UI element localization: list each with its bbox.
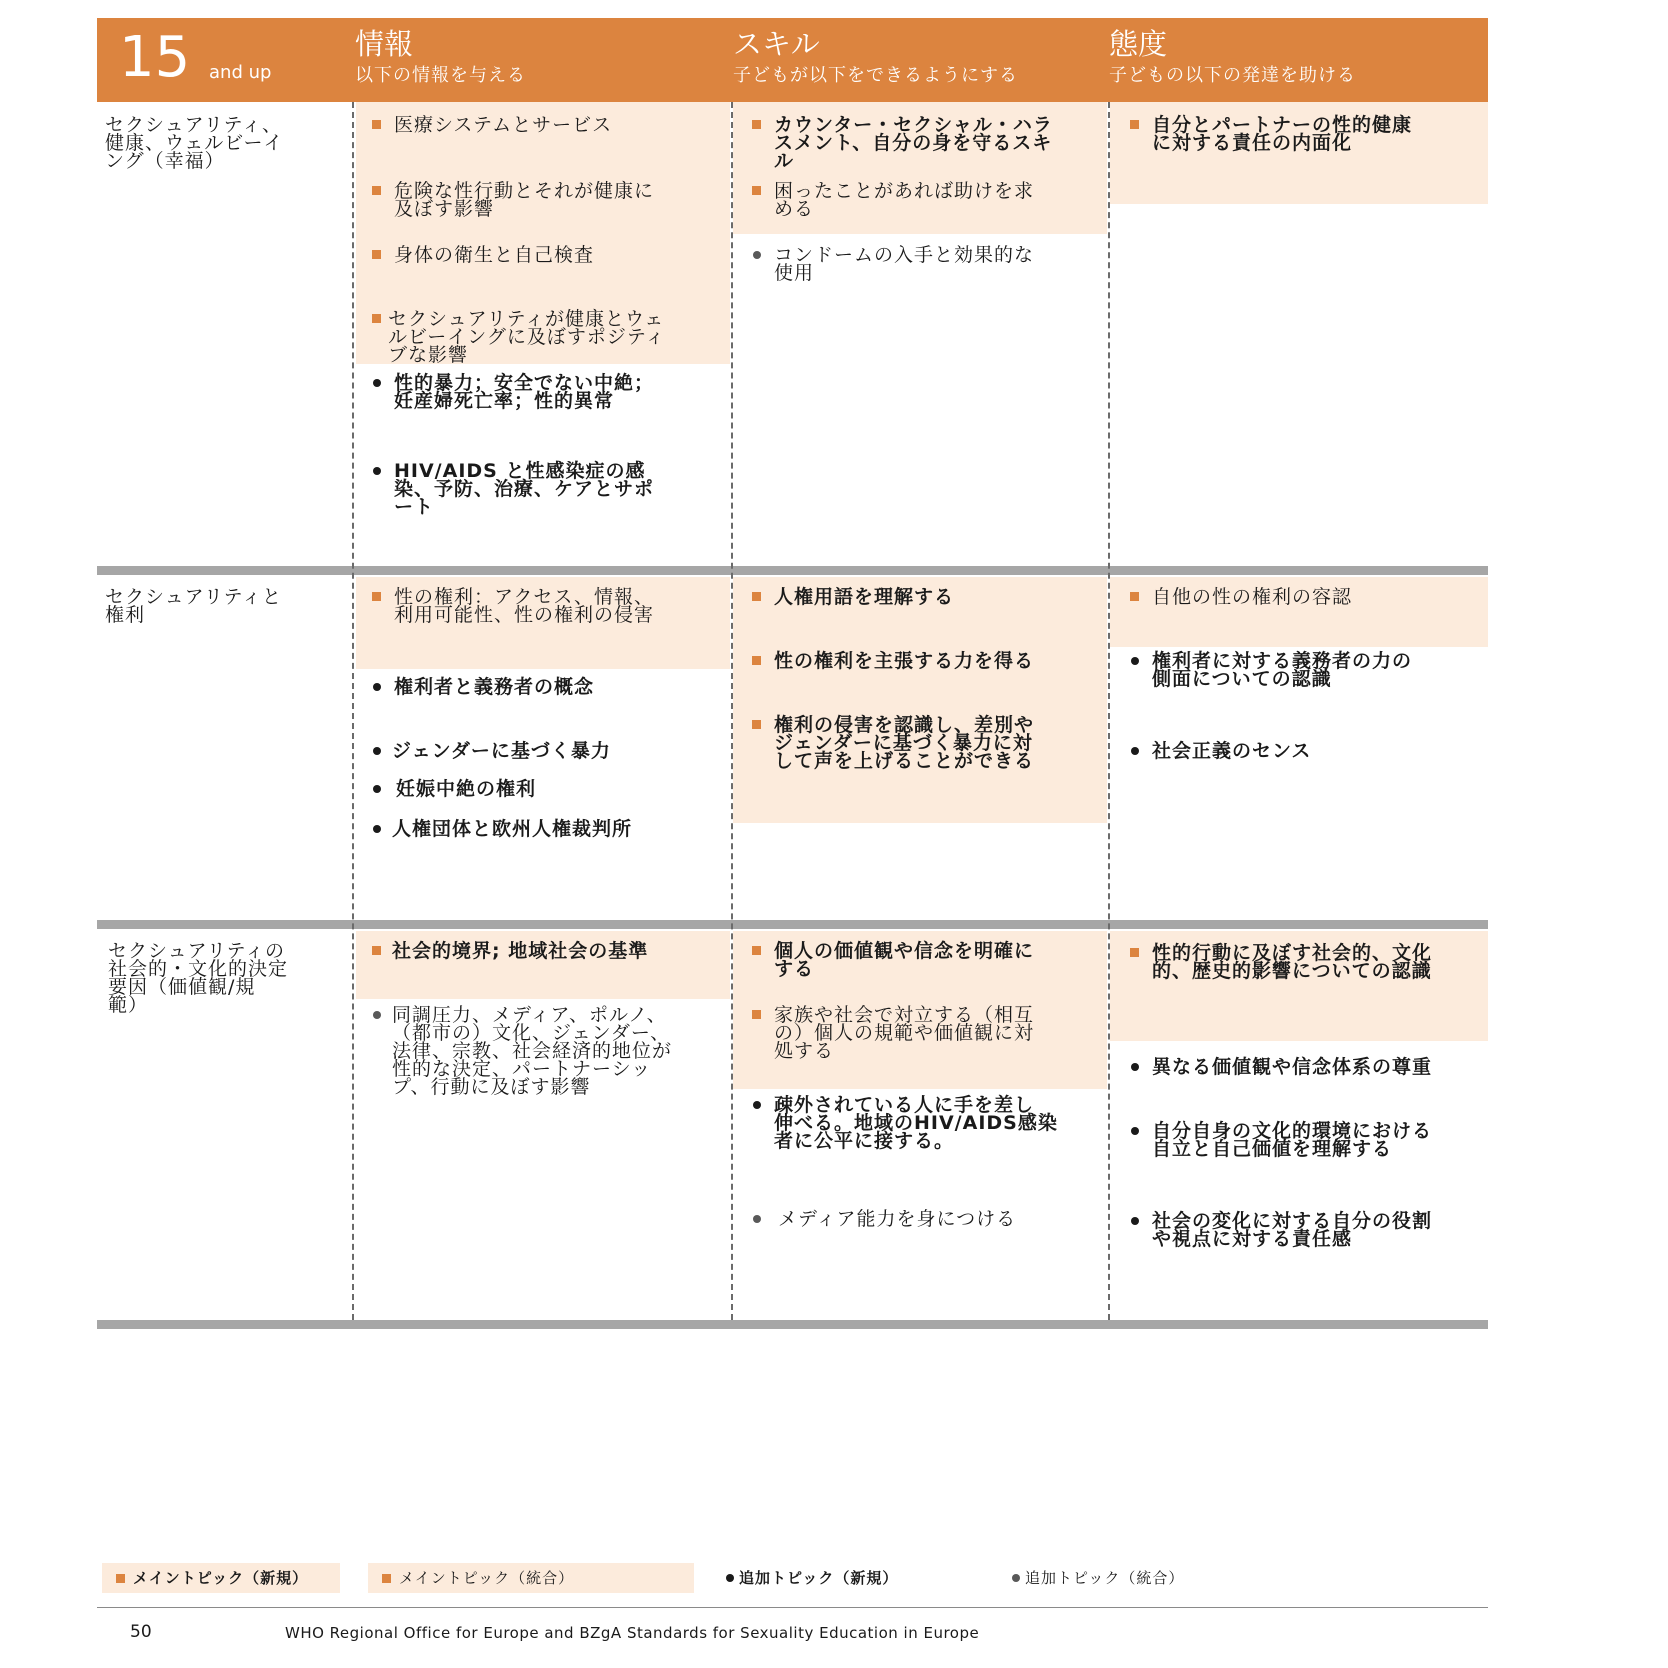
legend-dot-icon: [726, 1574, 734, 1582]
main-topic-new-marker: [372, 120, 381, 129]
item-text: ジェンダーに基づく暴力: [392, 740, 611, 762]
age-suffix: and up: [209, 62, 272, 83]
additional-topic-new-marker: [753, 1101, 761, 1109]
list-item: [1128, 1122, 1484, 1158]
additional-topic-new-marker: [1131, 747, 1139, 755]
row-label: セクシュアリティと 権利: [105, 586, 282, 626]
row-label: セクシュアリティ、 健康、ウェルビーイ ング（幸福）: [105, 114, 284, 172]
list-item: [370, 462, 722, 516]
list-item: [370, 820, 722, 838]
legend-label: メイントピック（統合）: [399, 1569, 575, 1587]
list-item: [750, 716, 1104, 770]
legend-label: 追加トピック（統合）: [1025, 1569, 1185, 1587]
age-number: 15: [119, 25, 191, 90]
list-item: [1128, 944, 1484, 980]
additional-topic-new-marker: [373, 785, 381, 793]
main-topic-new-marker: [1130, 120, 1139, 129]
header-column-attitudes: [1109, 28, 1356, 88]
legend-label: メイントピック（新規）: [133, 1569, 309, 1587]
additional-topic-new-marker: [373, 683, 381, 691]
item-text: 疎外されている人に手を差し 伸べる。地域のHIV/AIDS感染 者に公平に接する。: [774, 1094, 1058, 1152]
item-text: 性の権利を主張する力を得る: [774, 650, 1035, 672]
main-topic-integrated-marker: [372, 592, 381, 601]
main-topic-new-marker: [752, 720, 761, 729]
row-divider: [97, 920, 1488, 929]
list-item: [370, 942, 722, 960]
item-text: 自他の性の権利の容認: [1152, 586, 1353, 608]
footer-title: WHO Regional Office for Europe and BZgA Standards for Sexuality Education in Europe: [285, 1624, 980, 1642]
item-text: 自分とパートナーの性的健康 に対する責任の内面化: [1152, 114, 1413, 154]
item-text: 家族や社会で対立する（相互 の）個人の規範や価値観に対 処する: [774, 1004, 1035, 1062]
header-column-skills: [733, 28, 1018, 88]
main-topic-new-marker: [372, 314, 381, 323]
item-text: 妊娠中絶の権利: [396, 778, 537, 800]
list-item: [1128, 588, 1484, 606]
item-text: 異なる価値観や信念体系の尊重: [1152, 1056, 1433, 1078]
list-item: [370, 116, 722, 134]
main-topic-new-marker: [752, 592, 761, 601]
item-text: 性の権利：アクセス、情報、 利用可能性、性の権利の侵害: [394, 586, 655, 626]
main-topic-shade: [733, 577, 1107, 823]
additional-topic-new-marker: [373, 747, 381, 755]
item-text: セクシュアリティが健康とウェ ルビーイングに及ぼすポジティ ブな影響: [388, 308, 666, 366]
footer-rule: [97, 1607, 1488, 1608]
item-text: カウンター・セクシャル・ハラ スメント、自分の身を守るスキ ル: [774, 114, 1053, 172]
list-item: [370, 780, 722, 798]
main-topic-integrated-marker: [752, 1010, 761, 1019]
additional-topic-integrated-marker: [373, 1011, 381, 1019]
list-item: [1128, 742, 1484, 760]
additional-topic-new-marker: [373, 467, 381, 475]
list-item: [750, 116, 1104, 170]
item-text: 社会の変化に対する自分の役割 や視点に対する責任感: [1152, 1210, 1433, 1250]
item-text: 性的行動に及ぼす社会的、文化 的、歴史的影響についての認識: [1152, 942, 1433, 982]
item-text: 自分自身の文化的環境における 自立と自己価値を理解する: [1152, 1120, 1433, 1160]
additional-topic-new-marker: [1131, 1127, 1139, 1135]
column-divider: [731, 102, 733, 1320]
item-text: 同調圧力、メディア、ポルノ、 （都市の）文化、ジェンダー、 法律、宗教、社会経済的地位が 性的な決定、パートナーシッ プ、行動に及ぼす影響: [392, 1004, 673, 1098]
header-column-information: [355, 28, 526, 88]
list-item: [750, 652, 1104, 670]
additional-topic-new-marker: [373, 379, 381, 387]
item-text: 人権団体と欧州人権裁判所: [392, 818, 633, 840]
item-text: 権利者に対する義務者の力の 側面についての認識: [1152, 650, 1413, 690]
item-text: 困ったことがあれば助けを求 める: [774, 180, 1035, 220]
main-topic-new-marker: [372, 946, 381, 955]
row-label: セクシュアリティの 社会的・文化的決定 要因（価値観/規 範）: [108, 940, 289, 1016]
list-item: [370, 678, 722, 696]
additional-topic-integrated-marker: [753, 1215, 761, 1223]
list-item: [750, 942, 1104, 978]
column-divider: [352, 102, 354, 1320]
row-divider: [97, 1320, 1488, 1329]
list-item: [1128, 652, 1484, 688]
additional-topic-integrated-marker: [753, 251, 761, 259]
main-topic-integrated-marker: [1130, 592, 1139, 601]
column-title: 態度: [1109, 27, 1168, 61]
column-subtitle: 以下の情報を与える: [355, 65, 526, 86]
legend-square-icon: [382, 1574, 391, 1583]
list-item: [750, 1006, 1104, 1060]
list-item: [370, 1006, 726, 1096]
list-item: [1128, 1212, 1484, 1248]
item-text: 医療システムとサービス: [394, 114, 613, 136]
legend-additional-topic-integrated: [1010, 1563, 1250, 1593]
item-text: 身体の衛生と自己検査: [394, 244, 595, 266]
item-text: 社会的境界; 地域社会の基準: [392, 940, 649, 962]
legend-main-topic-integrated: [368, 1563, 694, 1593]
item-text: 権利者と義務者の概念: [394, 676, 595, 698]
main-topic-new-marker: [752, 946, 761, 955]
item-text: コンドームの入手と効果的な 使用: [774, 244, 1035, 284]
main-topic-new-marker: [752, 186, 761, 195]
legend-label: 追加トピック（新規）: [739, 1569, 899, 1587]
item-text: メディア能力を身につける: [778, 1208, 1017, 1230]
item-text: 社会正義のセンス: [1152, 740, 1312, 762]
column-subtitle: 子どもが以下をできるようにする: [733, 65, 1018, 86]
list-item: [750, 1210, 1104, 1228]
column-divider: [1108, 102, 1110, 1320]
main-topic-new-marker: [372, 186, 381, 195]
legend-main-topic-new: [102, 1563, 340, 1593]
legend-dot-icon: [1012, 1574, 1020, 1582]
row-divider: [97, 566, 1488, 575]
main-topic-new-marker: [1130, 948, 1139, 957]
item-text: 人権用語を理解する: [774, 586, 955, 608]
list-item: [1128, 1058, 1484, 1076]
additional-topic-new-marker: [1131, 657, 1139, 665]
list-item: [370, 374, 722, 410]
table-header: [97, 18, 1488, 102]
item-text: HIV/AIDS と性感染症の感 染、予防、治療、ケアとサポ ート: [394, 460, 655, 518]
item-text: 個人の価値観や信念を明確に する: [774, 940, 1035, 980]
legend-additional-topic-new: [724, 1563, 944, 1593]
main-topic-new-marker: [752, 656, 761, 665]
additional-topic-new-marker: [1131, 1217, 1139, 1225]
main-topic-new-marker: [372, 250, 381, 259]
main-topic-new-marker: [752, 120, 761, 129]
column-title: 情報: [355, 27, 414, 61]
list-item: [750, 1096, 1104, 1150]
list-item: [750, 588, 1104, 606]
additional-topic-new-marker: [1131, 1063, 1139, 1071]
list-item: [370, 182, 722, 218]
page-number: 50: [130, 1622, 152, 1642]
list-item: [1128, 116, 1484, 152]
item-text: 危険な性行動とそれが健康に 及ぼす影響: [394, 180, 655, 220]
column-subtitle: 子どもの以下の発達を助ける: [1109, 65, 1356, 86]
legend-square-icon: [116, 1574, 125, 1583]
column-title: スキル: [733, 27, 820, 61]
list-item: [370, 310, 722, 364]
list-item: [370, 742, 722, 760]
item-text: 性的暴力；安全でない中絶； 妊産婦死亡率；性的異常: [394, 372, 655, 412]
list-item: [370, 246, 722, 264]
additional-topic-new-marker: [373, 825, 381, 833]
list-item: [370, 588, 722, 624]
list-item: [750, 182, 1104, 218]
item-text: 権利の侵害を認識し、差別や ジェンダーに基づく暴力に対 して声を上げることができる: [774, 714, 1035, 772]
list-item: [750, 246, 1104, 282]
